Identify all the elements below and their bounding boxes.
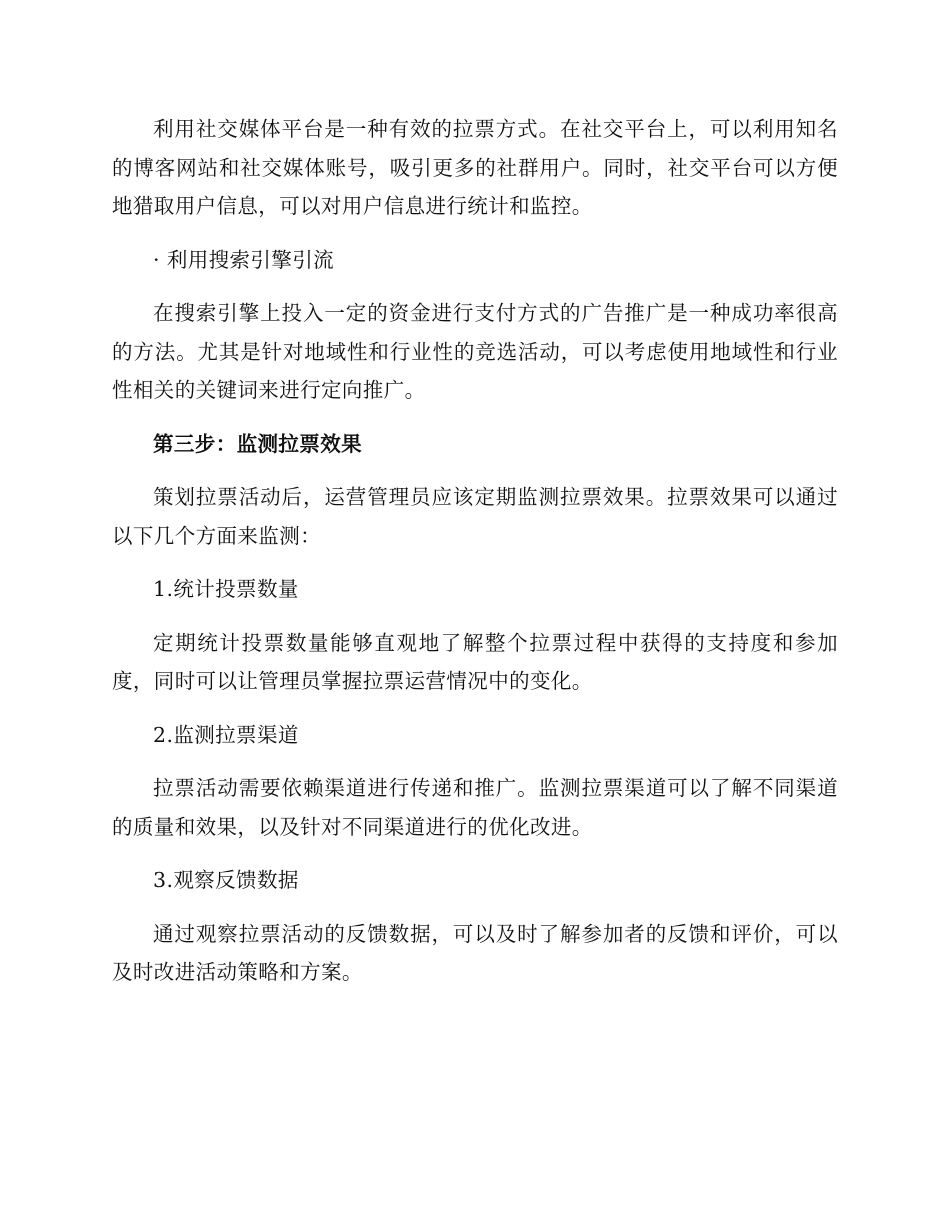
- paragraph-vote-count: 定期统计投票数量能够直观地了解整个拉票过程中获得的支持度和参加度，同时可以让管理员掌握拉票运营情况中的变化。: [112, 630, 838, 693]
- paragraph-feedback: 通过观察拉票活动的反馈数据，可以及时了解参加者的反馈和评价，可以及时改进活动策略和方案。: [112, 921, 838, 984]
- subheading-feedback: 3.观察反馈数据: [153, 868, 299, 892]
- bullet-search-engine: · 利用搜索引擎引流: [153, 247, 335, 272]
- paragraph-social-media: 利用社交媒体平台是一种有效的拉票方式。在社交平台上，可以利用知名的博客网站和社交媒体账号，吸引更多的社群用户。同时，社交平台可以方便地猎取用户信息，可以对用户信息进行统计和监控。: [112, 117, 838, 218]
- paragraph-monitor-intro: 策划拉票活动后，运营管理员应该定期监测拉票效果。拉票效果可以通过以下几个方面来监测：: [112, 485, 838, 548]
- section-heading-step-three: 第三步：监测拉票效果: [153, 431, 362, 456]
- subheading-vote-count: 1.统计投票数量: [153, 577, 299, 601]
- paragraph-channels: 拉票活动需要依赖渠道进行传递和推广。监测拉票渠道可以了解不同渠道的质量和效果，以及针对不同渠道进行的优化改进。: [112, 776, 838, 839]
- paragraph-search-engine: 在搜索引擎上投入一定的资金进行支付方式的广告推广是一种成功率很高的方法。尤其是针对地域性和行业性的竞选活动，可以考虑使用地域性和行业性相关的关键词来进行定向推广。: [112, 301, 838, 402]
- subheading-channels: 2.监测拉票渠道: [153, 722, 299, 747]
